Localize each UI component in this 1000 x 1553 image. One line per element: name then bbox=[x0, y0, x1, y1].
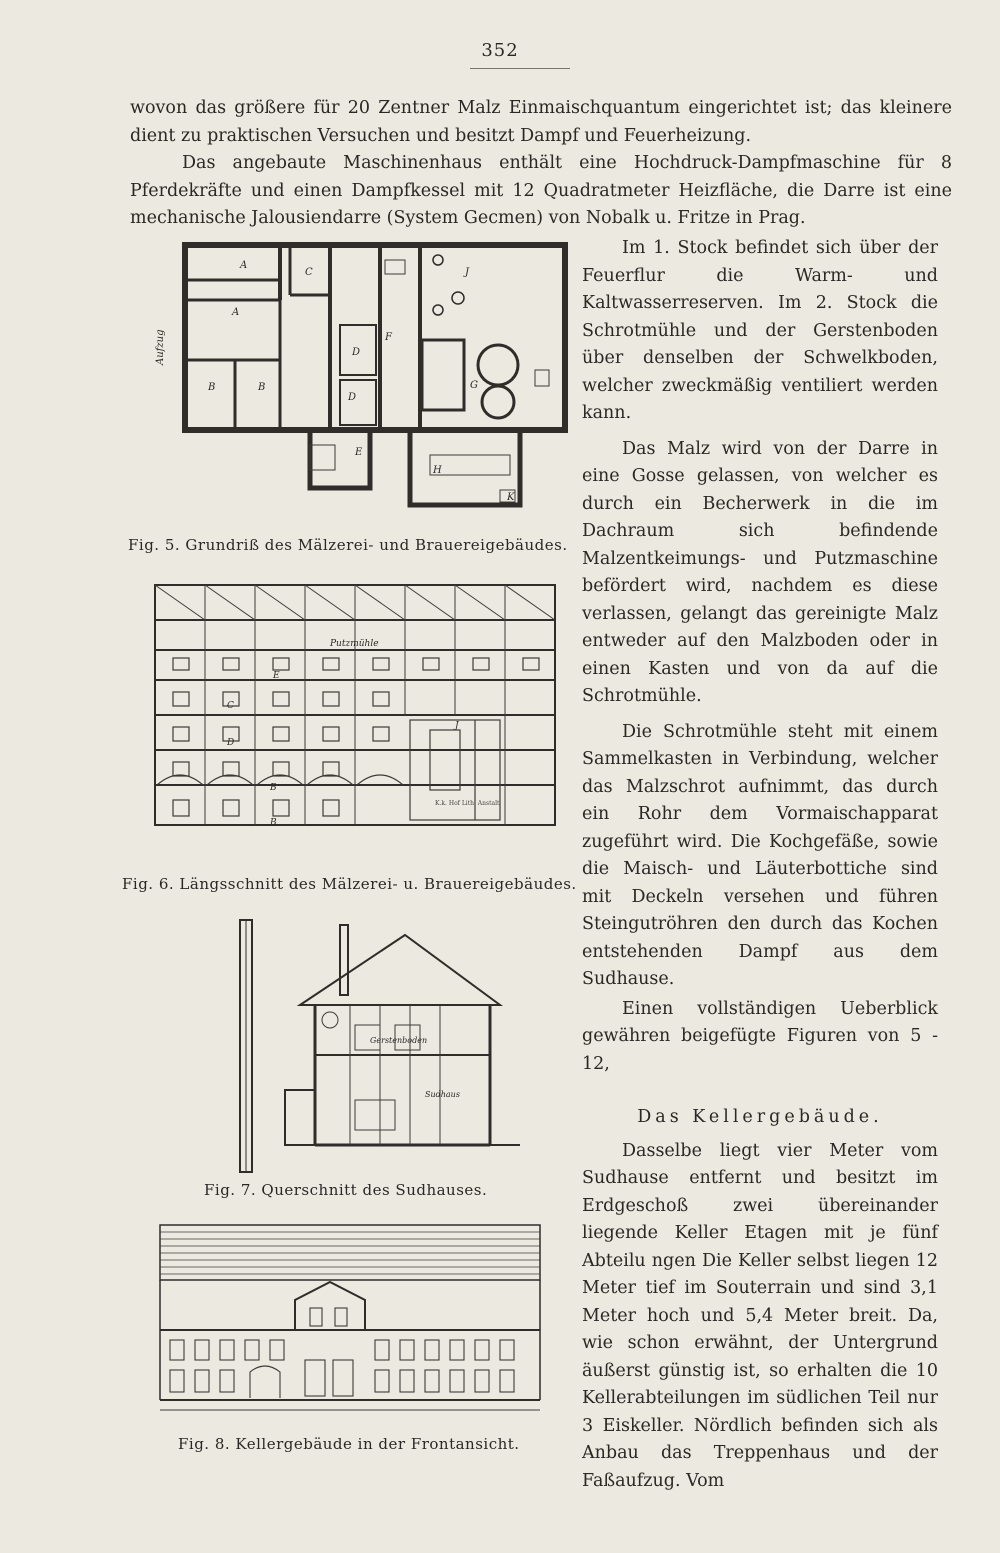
svg-text:K: K bbox=[507, 492, 515, 503]
front-elevation-drawing bbox=[155, 1220, 545, 1430]
figure-6-longitudinal-section bbox=[145, 580, 565, 870]
svg-text:H: H bbox=[433, 465, 442, 476]
intro-paragraph-1: wovon das größere für 20 Zentner Malz Einmaischquantum eingerichtet ist; das kleinere dient zu praktischen Versuchen und besitzt Dampf und Feuerheizung. bbox=[130, 98, 952, 146]
column-paragraph-1: Im 1. Stock befindet sich über der Feuerflur die Warm- und Kaltwasserreserven. Im 2. Stock die Schrotmühle und der Gerstenboden über denselben der Schwelkboden, welcher zweckmäßig ventiliert werden kann. bbox=[582, 238, 938, 423]
page-number: 352 bbox=[481, 40, 519, 61]
svg-text:A: A bbox=[240, 260, 248, 271]
svg-text:B: B bbox=[270, 818, 277, 828]
svg-text:E: E bbox=[355, 447, 363, 458]
svg-text:B: B bbox=[270, 783, 277, 793]
section-heading: Das Kellergebäude. bbox=[637, 1107, 883, 1127]
page-number-rule bbox=[470, 68, 570, 69]
svg-text:J: J bbox=[465, 267, 470, 278]
svg-text:Putzmühle: Putzmühle bbox=[330, 639, 379, 649]
figure-7-cross-section bbox=[230, 915, 540, 1177]
svg-text:A: A bbox=[232, 307, 240, 318]
longitudinal-section-drawing bbox=[145, 580, 565, 870]
figure-8-front-elevation bbox=[155, 1220, 545, 1430]
svg-text:G: G bbox=[470, 380, 478, 391]
figure-5-floor-plan bbox=[155, 240, 570, 515]
svg-text:K.k. Hof Lith. Anstalt: K.k. Hof Lith. Anstalt bbox=[435, 800, 500, 807]
intro-text bbox=[130, 95, 952, 233]
svg-text:Sudhaus: Sudhaus bbox=[425, 1090, 460, 1099]
svg-text:D: D bbox=[348, 392, 357, 403]
column-paragraph-2: Das Malz wird von der Darre in eine Gosse gelassen, von welcher es durch ein Becherwerk in die im Dachraum sich befindende Malzentkeimungs- und Putzmaschine befördert wird, nachdem es diese verlassen, gelangt das gereinigte Malz entweder auf den Malzboden oder in einen Kasten und von da auf die Schrotmühle. bbox=[582, 438, 938, 706]
floor-plan-drawing bbox=[155, 240, 570, 515]
right-column bbox=[582, 235, 938, 1495]
figure-7-caption: Fig. 7. Querschnitt des Sudhauses. bbox=[204, 1181, 488, 1199]
svg-text:B: B bbox=[208, 382, 216, 393]
cross-section-drawing bbox=[230, 915, 540, 1177]
svg-text:D: D bbox=[227, 738, 235, 748]
svg-text:C: C bbox=[305, 267, 313, 278]
figure-5-caption: Fig. 5. Grundriß des Mälzerei- und Brauereigebäudes. bbox=[128, 536, 568, 554]
figure-6-caption: Fig. 6. Längsschnitt des Mälzerei- u. Brauereigebäudes. bbox=[122, 875, 577, 893]
intro-paragraph-2: Das angebaute Maschinenhaus enthält eine Hochdruck-Dampfmaschine für 8 Pferdekräfte und einen Dampfkessel mit 12 Quadratmeter Heizfläche, die Darre ist eine mechanische Jalousiendarre (System Gecmen) von Nobalk u. Fritze in Prag. bbox=[130, 153, 952, 228]
svg-text:C: C bbox=[227, 701, 234, 711]
svg-text:Aufzug: Aufzug bbox=[155, 329, 166, 365]
svg-text:E: E bbox=[273, 671, 280, 681]
section-paragraph-1: Dasselbe liegt vier Meter vom Sudhause entfernt und besitzt im Erdgeschoß zwei übereinander liegende Keller Etagen mit je fünf Abteilu ngen Die Keller selbst liegen 12 Meter tief im Souterrain und sind 3,1 Meter hoch und 5,4 Meter breit. Da, wie schon erwähnt, der Untergrund äußerst günstig ist, so erhalten die 10 Kellerabteilungen im südlichen Teil nur 3 Eiskeller. Nördlich befinden sich als Anbau das Treppenhaus und der Faßaufzug. Vom bbox=[582, 1140, 938, 1491]
svg-text:B: B bbox=[258, 382, 266, 393]
column-paragraph-3: Die Schrotmühle steht mit einem Sammelkasten in Verbindung, welcher das Malzschrot aufnimmt, das durch ein Rohr dem Vormaischapparat zugeführt wird. Die Kochgefäße, sowie die Maisch- und Läuterbottiche sind mit Deckeln versehen und führen Steingutröhren den durch das Kochen entstehenden Dampf aus dem Sudhause. bbox=[582, 721, 938, 989]
svg-text:D: D bbox=[352, 347, 361, 358]
column-paragraph-4: Einen vollständigen Ueberblick gewähren beigefügte Figuren von 5 - 12, bbox=[582, 998, 938, 1074]
figure-8-caption: Fig. 8. Kellergebäude in der Frontansicht. bbox=[178, 1435, 520, 1453]
svg-text:Gerstenboden: Gerstenboden bbox=[370, 1036, 428, 1045]
svg-text:J: J bbox=[455, 721, 459, 731]
svg-text:F: F bbox=[385, 332, 392, 343]
